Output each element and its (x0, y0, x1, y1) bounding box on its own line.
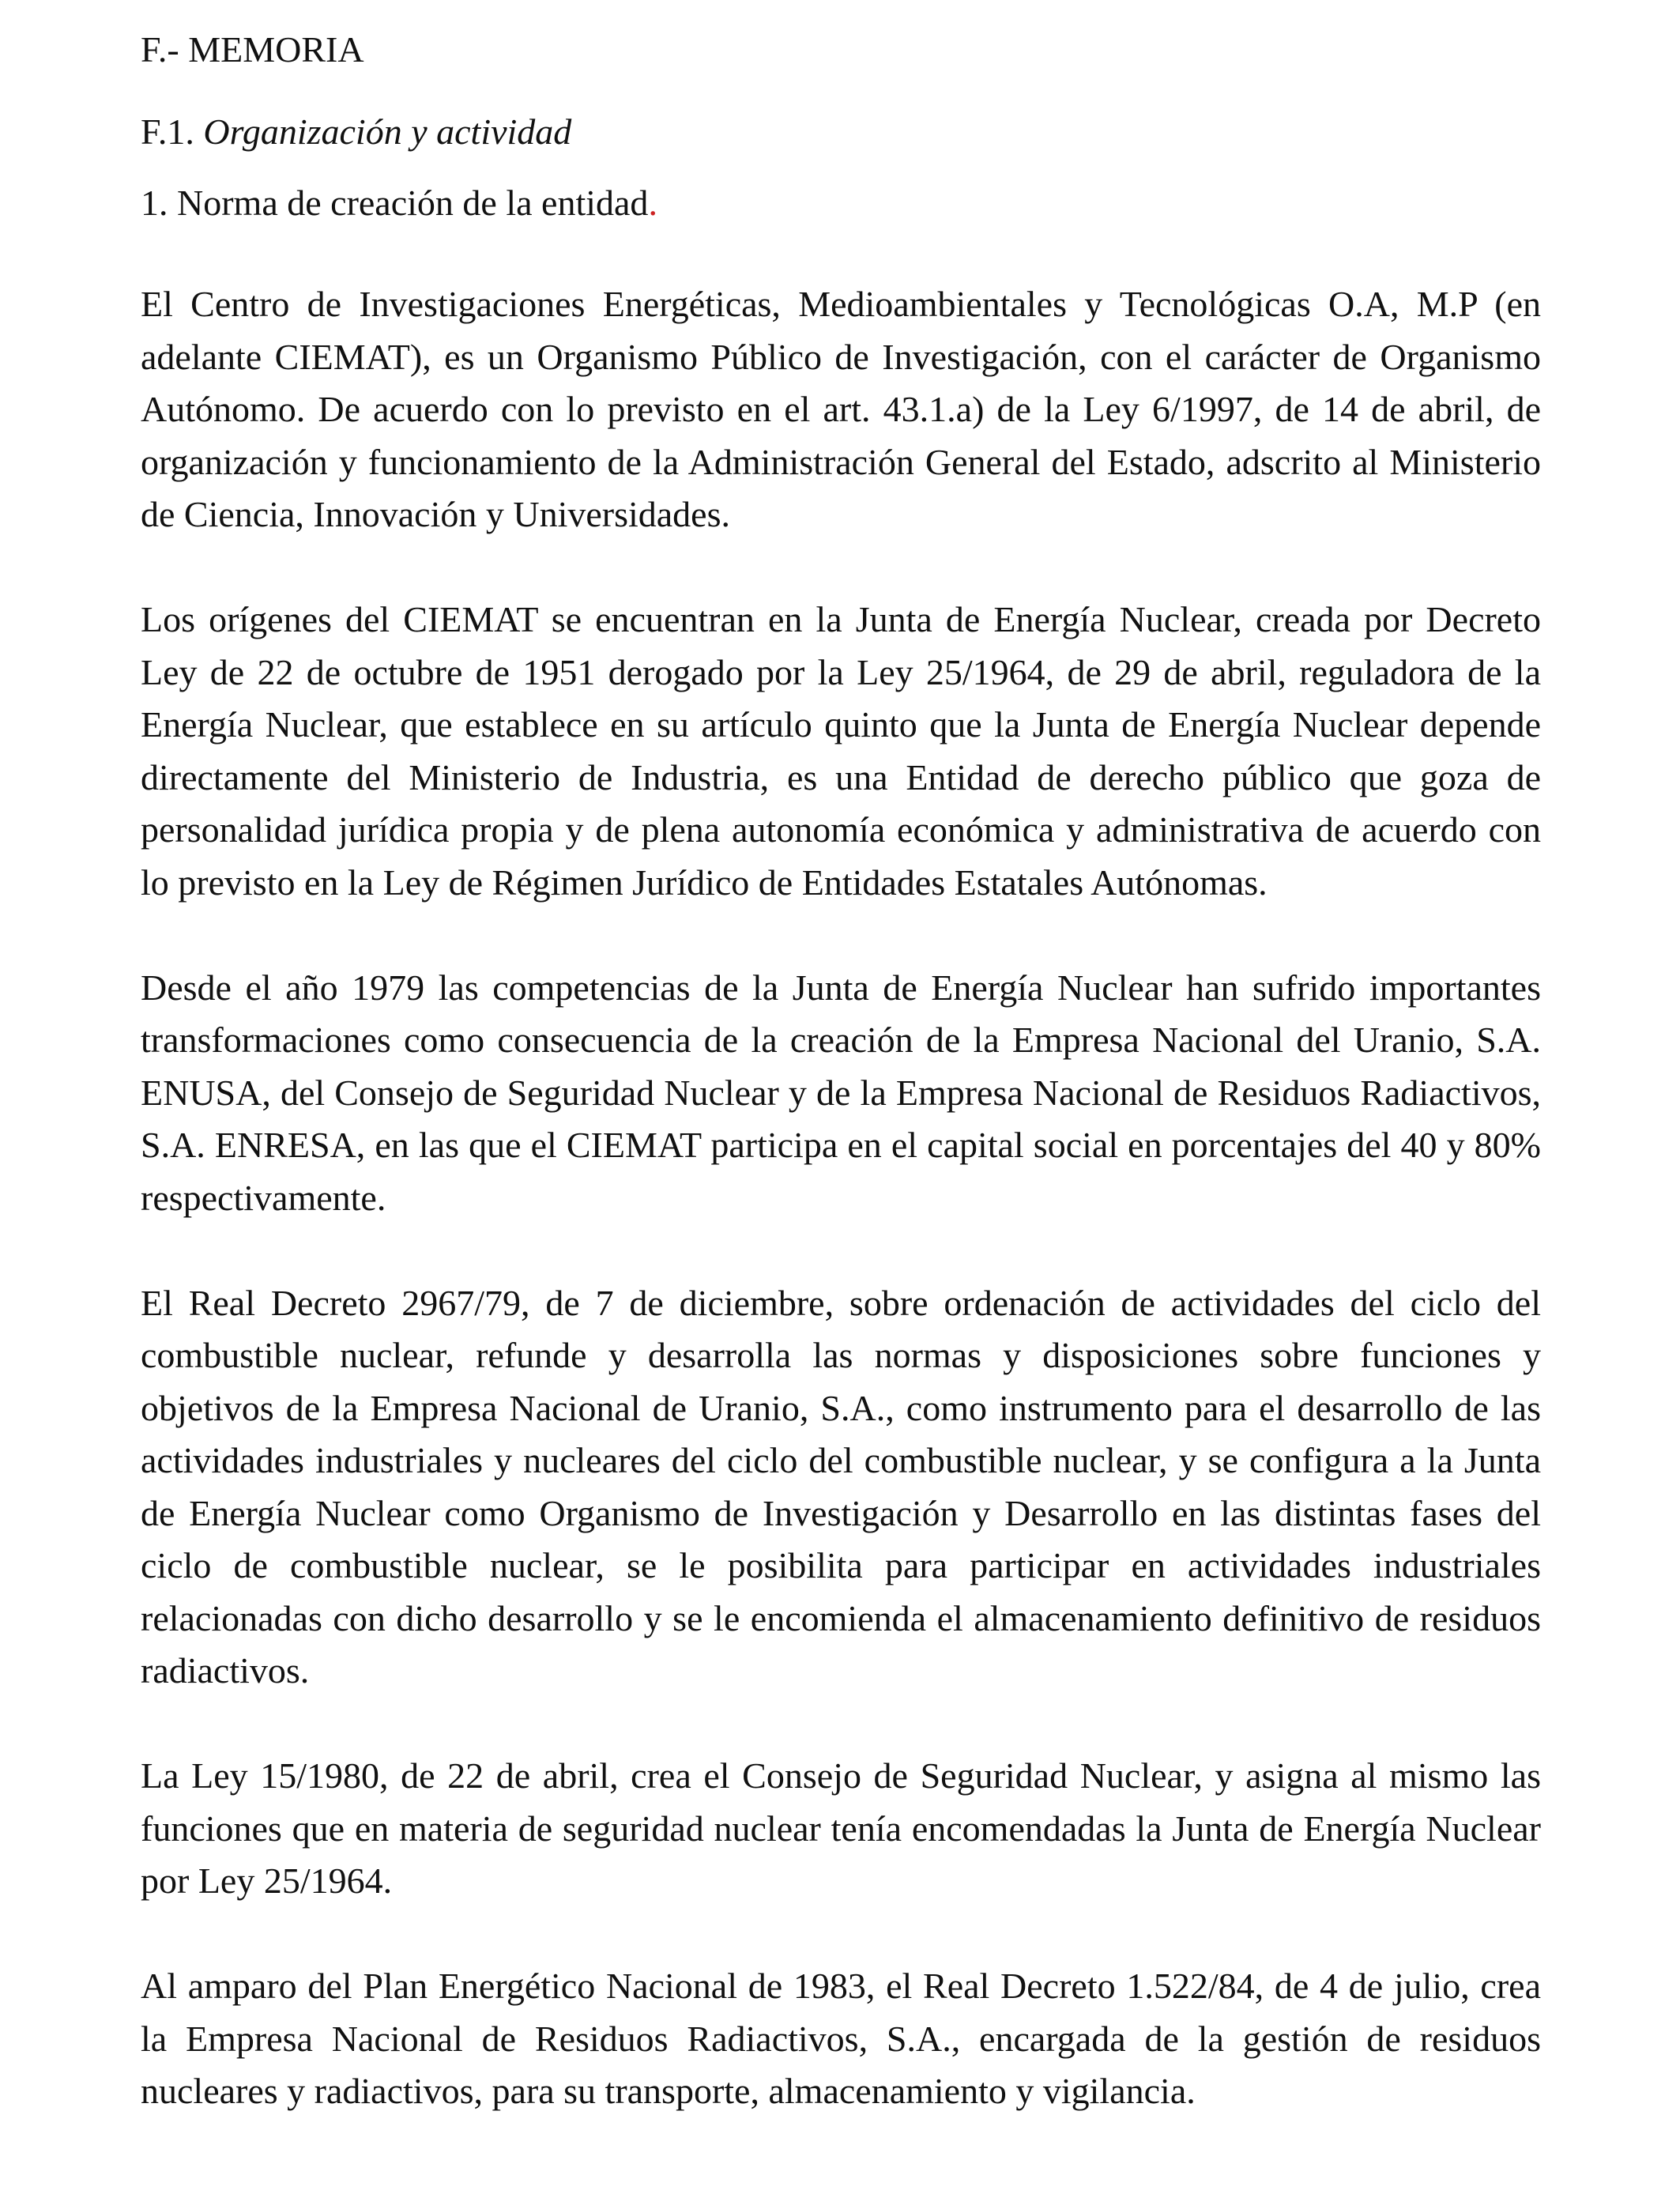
paragraph-ciemat-definition: El Centro de Investigaciones Energéticas, Medioambientales y Tecnológicas O.A, M.P (en adelante CIEMAT), es un Organismo Público de Investigación, con el carácter de Organismo Autónomo. De acuerdo con lo previsto en el art. 43.1.a) de la Ley 6/1997, de 14 de abril, de organización y funcionamiento de la Administración General del Estado, adscrito al Ministerio de Ciencia, Innovación y Universidades. (141, 284, 1541, 534)
subsection-heading (141, 177, 1541, 229)
paragraph-origenes: Los orígenes del CIEMAT se encuentran en la Junta de Energía Nuclear, creada por Decreto Ley de 22 de octubre de 1951 derogado por la Ley 25/1964, de 29 de abril, reguladora de la Energía Nuclear, que establece en su artículo quinto que la Junta de Energía Nuclear depende directamente del Ministerio de Industria, es una Entidad de derecho público que goza de personalidad jurídica propia y de plena autonomía económica y administrativa de acuerdo con lo previsto en la Ley de Régimen Jurídico de Entidades Estatales Autónomas. (141, 599, 1541, 903)
paragraph-plan-energetico: Al amparo del Plan Energético Nacional de 1983, el Real Decreto 1.522/84, de 4 de julio, crea la Empresa Nacional de Residuos Radiactivos, S.A., encargada de la gestión de residuos nucleares y radiactivos, para su transporte, almacenamiento y vigilancia. (141, 1966, 1541, 2111)
memoria-heading: F.- MEMORIA (141, 29, 364, 70)
subsection-text: 1. Norma de creación de la entidad (141, 183, 649, 223)
section-heading (141, 106, 1541, 158)
document-page (141, 24, 1541, 2170)
subsection-trailing-dot: . (648, 183, 657, 223)
paragraph-desde-1979: Desde el año 1979 las competencias de la Junta de Energía Nuclear han sufrido importantes transformaciones como consecuencia de la creación de la Empresa Nacional del Uranio, S.A. ENUSA, del Consejo de Seguridad Nuclear y de la Empresa Nacional de Residuos Radiactivos, S.A. ENRESA, en las que el CIEMAT participa en el capital social en porcentajes del 40 y 80% respectivamente. (141, 967, 1541, 1218)
paragraph-ley-15-1980: La Ley 15/1980, de 22 de abril, crea el Consejo de Seguridad Nuclear, y asigna al mismo las funciones que en materia de seguridad nuclear tenía encomendadas la Junta de Energía Nuclear por Ley 25/1964. (141, 1755, 1541, 1901)
paragraph-real-decreto-2967: El Real Decreto 2967/79, de 7 de diciembre, sobre ordenación de actividades del ciclo del combustible nuclear, refunde y desarrolla las normas y disposiciones sobre funciones y objetivos de la Empresa Nacional de Uranio, S.A., como instrumento para el desarrollo de las actividades industriales y nucleares del ciclo del combustible nuclear, y se configura a la Junta de Energía Nuclear como Organismo de Investigación y Desarrollo en las distintas fases del ciclo de combustible nuclear, se le posibilita para participar en actividades industriales relacionadas con dicho desarrollo y se le encomienda el almacenamiento definitivo de residuos radiactivos. (141, 1282, 1541, 1691)
section-title: Organización y actividad (203, 111, 572, 152)
section-number: F.1. (141, 111, 194, 152)
